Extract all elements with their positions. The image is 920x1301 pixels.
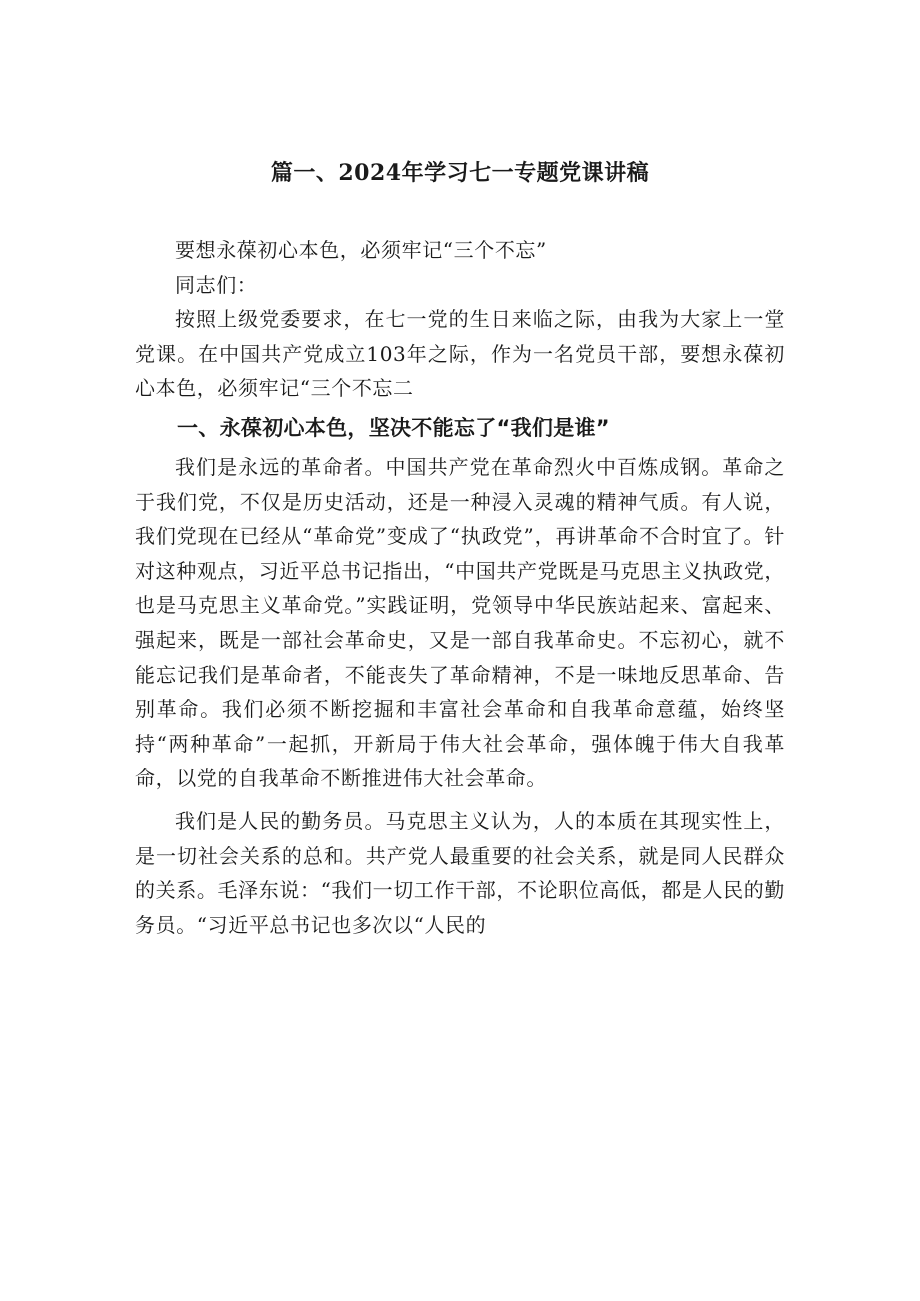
body-paragraph: 我们是永远的革命者。中国共产党在革命烈火中百炼成钢。革命之于我们党，不仅是历史活动，还是一种浸入灵魂的精神气质。有人说，我们党现在已经从“革命党”变成了“执政党”，再讲革命不合时宜了。针对这种观点，习近平总书记指出，“中国共产党既是马克思主义执政党，也是马克思主义革命党。”实践证明，党领导中华民族站起来、富起来、强起来，既是一部社会革命史，又是一部自我革命史。不忘初心，就不能忘记我们是革命者，不能丧失了革命精神，不是一味地反思革命、告别革命。我们必须不断挖掘和丰富社会革命和自我革命意蕴，始终坚持“两种革命”一起抓，开新局于伟大社会革命，强体魄于伟大自我革命，以党的自我革命不断推进伟大社会革命。 (135, 454, 785, 791)
subtitle-paragraph: 要想永葆初心本色，必须牢记“三个不忘” (175, 238, 547, 262)
salutation-paragraph: 同志们： (175, 272, 258, 297)
document-body (135, 233, 785, 942)
body-paragraph: 我们是人民的勤务员。马克思主义认为，人的本质在其现实性上，是一切社会关系的总和。共产党人最重要的社会关系，就是同人民群众的关系。毛泽东说：“我们一切工作干部，不论职位高低，都是人民的勤务员。“习近平总书记也多次以“人民的 (135, 808, 785, 937)
section-heading: 一、永葆初心本色，坚决不能忘了“我们是谁” (177, 415, 610, 440)
document-title: 篇一、2024年学习七一专题党课讲稿 (270, 160, 650, 186)
intro-paragraph: 按照上级党委要求，在七一党的生日来临之际，由我为大家上一堂党课。在中国共产党成立103年之际，作为一名党员干部，要想永葆初心本色，必须牢记“三个不忘二 (135, 307, 785, 401)
